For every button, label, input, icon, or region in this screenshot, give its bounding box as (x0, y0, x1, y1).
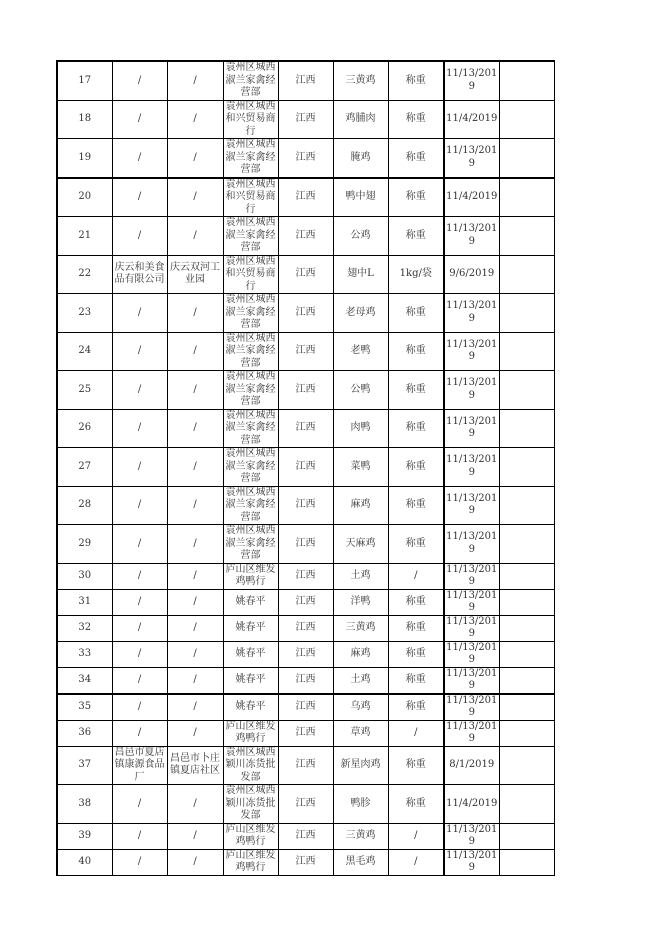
cell-address: 庆云双河工业园 (167, 255, 223, 294)
cell-extra (499, 139, 554, 178)
cell-date: 11/13/2019 (444, 525, 499, 564)
cell-spec: 称重 (388, 486, 444, 525)
cell-date: 11/13/2019 (444, 371, 499, 410)
cell-extra (499, 409, 554, 448)
cell-seller: 袁州区城西淑兰家禽经营部 (223, 139, 278, 178)
cell-spec: 称重 (388, 525, 444, 564)
cell-spec: 称重 (388, 409, 444, 448)
cell-address: / (167, 849, 223, 875)
cell-spec: / (388, 720, 444, 746)
cell-spec: 称重 (388, 178, 444, 217)
cell-extra (499, 294, 554, 333)
cell-origin: 江西 (278, 641, 333, 667)
cell-product: 鸡脯肉 (333, 100, 388, 139)
table-row (57, 823, 554, 849)
cell-spec: / (388, 823, 444, 849)
cell-extra (499, 694, 554, 721)
cell-seller: 袁州区城西淑兰家禽经营部 (223, 409, 278, 448)
cell-no: 31 (57, 589, 112, 615)
cell-product: 三黄鸡 (333, 615, 388, 641)
cell-seller: 姚春平 (223, 694, 278, 721)
cell-product: 鸭胗 (333, 785, 388, 824)
cell-product: 草鸡 (333, 720, 388, 746)
cell-product: 菜鸭 (333, 448, 388, 487)
cell-no: 33 (57, 641, 112, 667)
cell-address: / (167, 139, 223, 178)
cell-no: 34 (57, 667, 112, 694)
cell-origin: 江西 (278, 615, 333, 641)
cell-origin: 江西 (278, 667, 333, 694)
cell-product: 腌鸡 (333, 139, 388, 178)
cell-no: 32 (57, 615, 112, 641)
table-row (57, 785, 554, 824)
cell-date: 11/13/2019 (444, 589, 499, 615)
cell-manufacturer: / (112, 61, 167, 100)
cell-manufacturer: / (112, 615, 167, 641)
cell-product: 老鸭 (333, 332, 388, 371)
cell-spec: 称重 (388, 615, 444, 641)
cell-manufacturer: / (112, 409, 167, 448)
cell-address: / (167, 332, 223, 371)
cell-date: 11/13/2019 (444, 294, 499, 333)
cell-date: 11/13/2019 (444, 217, 499, 256)
cell-date: 11/4/2019 (444, 100, 499, 139)
cell-extra (499, 785, 554, 824)
cell-manufacturer: / (112, 525, 167, 564)
cell-manufacturer: / (112, 720, 167, 746)
cell-no: 19 (57, 139, 112, 178)
cell-date: 9/6/2019 (444, 255, 499, 294)
cell-date: 11/13/2019 (444, 641, 499, 667)
cell-seller: 袁州区城西和兴贸易商行 (223, 100, 278, 139)
cell-origin: 江西 (278, 448, 333, 487)
cell-extra (499, 589, 554, 615)
cell-product: 土鸡 (333, 667, 388, 694)
cell-origin: 江西 (278, 720, 333, 746)
cell-address: / (167, 294, 223, 333)
cell-date: 8/1/2019 (444, 746, 499, 785)
cell-address: / (167, 178, 223, 217)
cell-origin: 江西 (278, 100, 333, 139)
cell-origin: 江西 (278, 589, 333, 615)
cell-extra (499, 720, 554, 746)
cell-date: 11/13/2019 (444, 694, 499, 721)
cell-extra (499, 667, 554, 694)
cell-spec: 称重 (388, 785, 444, 824)
cell-address: / (167, 785, 223, 824)
cell-address: / (167, 823, 223, 849)
cell-spec: 称重 (388, 139, 444, 178)
cell-seller: 袁州区城西淑兰家禽经营部 (223, 217, 278, 256)
cell-date: 11/13/2019 (444, 615, 499, 641)
table-row (57, 61, 554, 100)
cell-extra (499, 178, 554, 217)
cell-spec: / (388, 563, 444, 589)
table-row (57, 667, 554, 694)
cell-no: 24 (57, 332, 112, 371)
cell-date: 11/13/2019 (444, 61, 499, 100)
cell-seller: 袁州区城西淑兰家禽经营部 (223, 371, 278, 410)
cell-manufacturer: / (112, 849, 167, 875)
cell-extra (499, 61, 554, 100)
cell-origin: 江西 (278, 525, 333, 564)
table-row (57, 217, 554, 256)
cell-spec: 称重 (388, 294, 444, 333)
cell-address: / (167, 667, 223, 694)
cell-origin: 江西 (278, 61, 333, 100)
cell-origin: 江西 (278, 255, 333, 294)
table-row (57, 720, 554, 746)
cell-origin: 江西 (278, 486, 333, 525)
cell-extra (499, 486, 554, 525)
cell-origin: 江西 (278, 746, 333, 785)
cell-manufacturer: / (112, 694, 167, 721)
cell-manufacturer: / (112, 371, 167, 410)
cell-manufacturer: / (112, 332, 167, 371)
cell-manufacturer: / (112, 448, 167, 487)
cell-seller: 袁州区城西淑兰家禽经营部 (223, 332, 278, 371)
cell-seller: 姚春平 (223, 589, 278, 615)
cell-date: 11/4/2019 (444, 178, 499, 217)
cell-product: 洋鸭 (333, 589, 388, 615)
cell-spec: 称重 (388, 448, 444, 487)
cell-no: 36 (57, 720, 112, 746)
table-row (57, 746, 554, 785)
cell-product: 三黄鸡 (333, 823, 388, 849)
cell-address: / (167, 720, 223, 746)
cell-address: / (167, 100, 223, 139)
cell-no: 22 (57, 255, 112, 294)
cell-seller: 袁州区城西淑兰家禽经营部 (223, 61, 278, 100)
cell-extra (499, 746, 554, 785)
cell-extra (499, 615, 554, 641)
cell-seller: 袁州区城西淑兰家禽经营部 (223, 448, 278, 487)
cell-date: 11/13/2019 (444, 448, 499, 487)
cell-no: 40 (57, 849, 112, 875)
cell-no: 37 (57, 746, 112, 785)
cell-address: 昌邑市卜庄镇夏店社区 (167, 746, 223, 785)
cell-seller: 袁州区城西和兴贸易商行 (223, 255, 278, 294)
cell-no: 20 (57, 178, 112, 217)
cell-no: 27 (57, 448, 112, 487)
cell-date: 11/13/2019 (444, 139, 499, 178)
cell-manufacturer: 昌邑市夏店镇康源食品厂 (112, 746, 167, 785)
cell-extra (499, 563, 554, 589)
cell-manufacturer: 庆云和美食品有限公司 (112, 255, 167, 294)
cell-no: 28 (57, 486, 112, 525)
cell-extra (499, 332, 554, 371)
cell-origin: 江西 (278, 785, 333, 824)
cell-address: / (167, 409, 223, 448)
cell-address: / (167, 448, 223, 487)
cell-address: / (167, 486, 223, 525)
cell-address: / (167, 589, 223, 615)
cell-manufacturer: / (112, 100, 167, 139)
cell-product: 老母鸡 (333, 294, 388, 333)
cell-seller: 庐山区维发鸡鸭行 (223, 823, 278, 849)
cell-origin: 江西 (278, 849, 333, 875)
cell-address: / (167, 615, 223, 641)
cell-product: 乌鸡 (333, 694, 388, 721)
cell-extra (499, 823, 554, 849)
cell-spec: 称重 (388, 667, 444, 694)
cell-seller: 姚春平 (223, 667, 278, 694)
cell-product: 鸭中翅 (333, 178, 388, 217)
cell-origin: 江西 (278, 823, 333, 849)
cell-no: 23 (57, 294, 112, 333)
cell-seller: 姚春平 (223, 641, 278, 667)
cell-spec: 称重 (388, 371, 444, 410)
cell-spec: 称重 (388, 641, 444, 667)
table-row (57, 371, 554, 410)
cell-seller: 姚春平 (223, 615, 278, 641)
table-row (57, 589, 554, 615)
table-row (57, 563, 554, 589)
table-row (57, 486, 554, 525)
cell-date: 11/13/2019 (444, 849, 499, 875)
cell-date: 11/13/2019 (444, 667, 499, 694)
cell-date: 11/13/2019 (444, 720, 499, 746)
cell-origin: 江西 (278, 294, 333, 333)
table-row (57, 409, 554, 448)
cell-manufacturer: / (112, 294, 167, 333)
table-row (57, 615, 554, 641)
cell-no: 21 (57, 217, 112, 256)
cell-date: 11/13/2019 (444, 823, 499, 849)
cell-manufacturer: / (112, 589, 167, 615)
cell-seller: 袁州区城西淑兰家禽经营部 (223, 486, 278, 525)
cell-no: 38 (57, 785, 112, 824)
cell-origin: 江西 (278, 409, 333, 448)
table-row (57, 294, 554, 333)
table-row (57, 641, 554, 667)
cell-manufacturer: / (112, 217, 167, 256)
cell-spec: 1kg/袋 (388, 255, 444, 294)
cell-no: 35 (57, 694, 112, 721)
cell-seller: 袁州区城西和兴贸易商行 (223, 178, 278, 217)
cell-no: 18 (57, 100, 112, 139)
cell-date: 11/4/2019 (444, 785, 499, 824)
cell-spec: 称重 (388, 61, 444, 100)
cell-address: / (167, 525, 223, 564)
cell-extra (499, 525, 554, 564)
cell-manufacturer: / (112, 823, 167, 849)
cell-address: / (167, 61, 223, 100)
cell-seller: 庐山区维发鸡鸭行 (223, 849, 278, 875)
table-row (57, 332, 554, 371)
table-row (57, 525, 554, 564)
cell-address: / (167, 371, 223, 410)
cell-extra (499, 641, 554, 667)
cell-date: 11/13/2019 (444, 563, 499, 589)
cell-product: 肉鸭 (333, 409, 388, 448)
cell-origin: 江西 (278, 563, 333, 589)
cell-spec: 称重 (388, 589, 444, 615)
cell-extra (499, 448, 554, 487)
cell-origin: 江西 (278, 217, 333, 256)
cell-extra (499, 100, 554, 139)
cell-product: 翅中L (333, 255, 388, 294)
cell-origin: 江西 (278, 178, 333, 217)
cell-date: 11/13/2019 (444, 332, 499, 371)
table-row (57, 100, 554, 139)
cell-manufacturer: / (112, 486, 167, 525)
cell-no: 30 (57, 563, 112, 589)
cell-product: 公鸭 (333, 371, 388, 410)
cell-manufacturer: / (112, 667, 167, 694)
table-row (57, 849, 554, 875)
cell-origin: 江西 (278, 332, 333, 371)
table-row (57, 255, 554, 294)
cell-manufacturer: / (112, 641, 167, 667)
cell-address: / (167, 641, 223, 667)
cell-product: 麻鸡 (333, 641, 388, 667)
cell-product: 天麻鸡 (333, 525, 388, 564)
cell-seller: 袁州区城西颖川冻货批发部 (223, 746, 278, 785)
table-row (57, 694, 554, 721)
cell-product: 三黄鸡 (333, 61, 388, 100)
cell-spec: 称重 (388, 100, 444, 139)
cell-address: / (167, 563, 223, 589)
cell-product: 新星肉鸡 (333, 746, 388, 785)
cell-no: 39 (57, 823, 112, 849)
cell-product: 公鸡 (333, 217, 388, 256)
cell-product: 麻鸡 (333, 486, 388, 525)
cell-seller: 袁州区城西淑兰家禽经营部 (223, 294, 278, 333)
cell-seller: 袁州区城西颖川冻货批发部 (223, 785, 278, 824)
cell-address: / (167, 217, 223, 256)
cell-no: 26 (57, 409, 112, 448)
cell-manufacturer: / (112, 785, 167, 824)
table-row (57, 178, 554, 217)
cell-no: 17 (57, 61, 112, 100)
cell-spec: / (388, 849, 444, 875)
cell-extra (499, 849, 554, 875)
cell-no: 25 (57, 371, 112, 410)
cell-spec: 称重 (388, 746, 444, 785)
cell-spec: 称重 (388, 694, 444, 721)
cell-product: 黑毛鸡 (333, 849, 388, 875)
table-row (57, 448, 554, 487)
cell-date: 11/13/2019 (444, 486, 499, 525)
cell-address: / (167, 694, 223, 721)
cell-spec: 称重 (388, 217, 444, 256)
cell-origin: 江西 (278, 139, 333, 178)
cell-origin: 江西 (278, 371, 333, 410)
cell-manufacturer: / (112, 178, 167, 217)
data-table (56, 60, 555, 876)
cell-no: 29 (57, 525, 112, 564)
cell-product: 土鸡 (333, 563, 388, 589)
cell-origin: 江西 (278, 694, 333, 721)
cell-manufacturer: / (112, 139, 167, 178)
cell-extra (499, 217, 554, 256)
cell-extra (499, 371, 554, 410)
cell-date: 11/13/2019 (444, 409, 499, 448)
cell-seller: 庐山区维发鸡鸭行 (223, 563, 278, 589)
cell-seller: 庐山区维发鸡鸭行 (223, 720, 278, 746)
cell-seller: 袁州区城西淑兰家禽经营部 (223, 525, 278, 564)
cell-extra (499, 255, 554, 294)
table-row (57, 139, 554, 178)
cell-spec: 称重 (388, 332, 444, 371)
cell-manufacturer: / (112, 563, 167, 589)
